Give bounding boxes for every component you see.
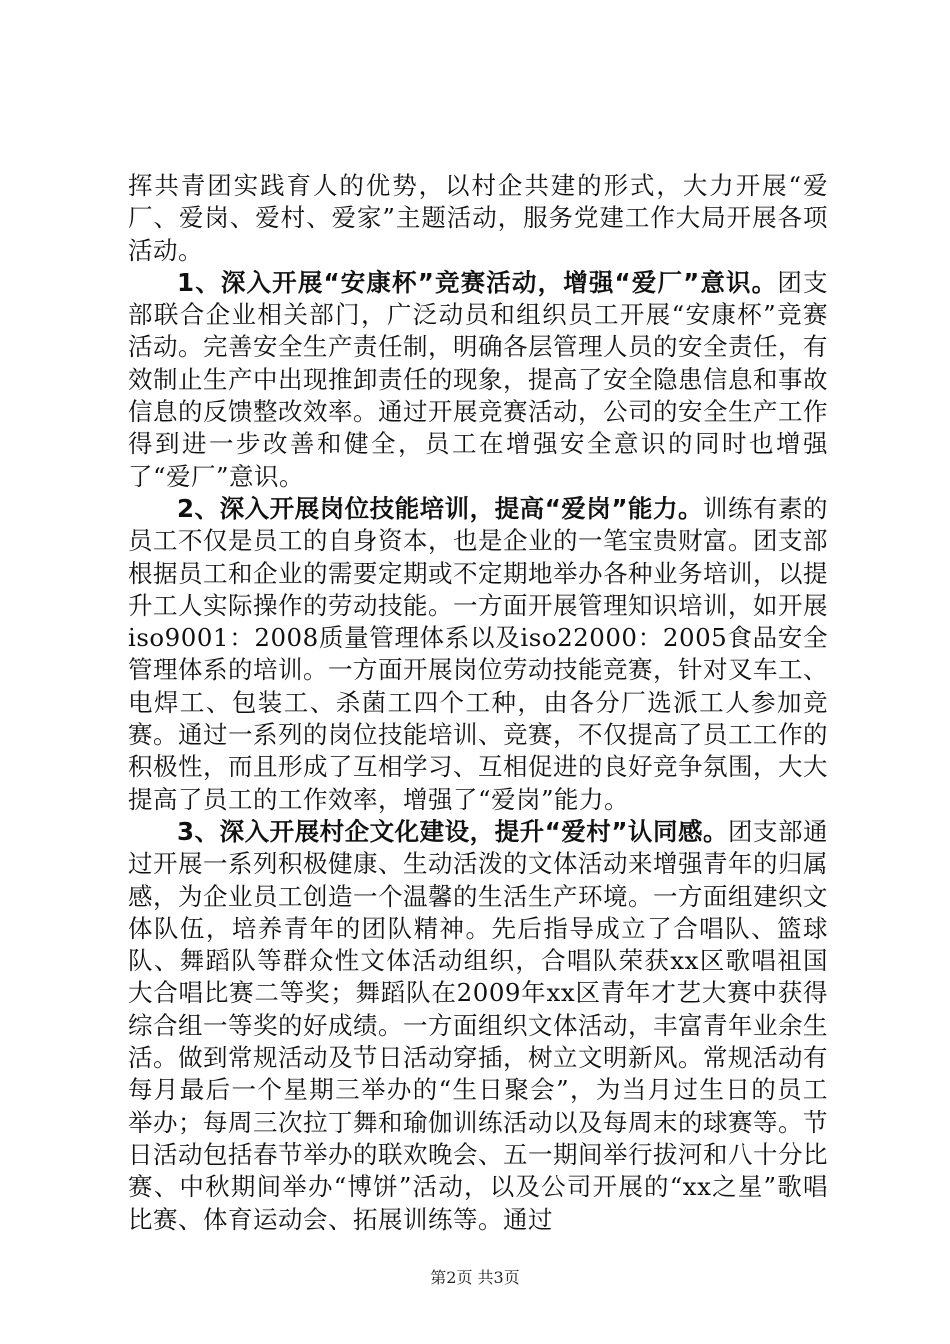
paragraph-heading: 1、深入开展“安康杯”竞赛活动，增强“爱厂”意识。 xyxy=(177,267,778,297)
page-number-label: 第2页 共3页 xyxy=(430,1268,520,1287)
paragraph-text: 训练有素的员工不仅是员工的自身资本，也是企业的一笔宝贵财富。团支部根据员工和企业的需要定期或不定期地举办各种业务培训，以提升工人实际操作的劳动技能。一方面开展管理知识培训，如开展iso9001：2008质量管理体系以及iso22000：2005食品安全管理体系的培训。一方面开展岗位劳动技能竞赛，针对叉车工、电焊工、包装工、杀菌工四个工种，由各分厂选派工人参加竞赛。通过一系列的岗位技能培训、竞赛，不仅提高了员工工作的积极性，而且形成了互相学习、互相促进的良好竞争氛围，大大提高了员工的工作效率，增强了“爱岗”能力。 xyxy=(128,493,829,814)
paragraph-intro xyxy=(128,170,828,267)
document-body xyxy=(128,170,828,1236)
paragraph-text: 团支部联合企业相关部门，广泛动员和组织员工开展“安康杯”竞赛活动。完善安全生产责任制，明确各层管理人员的安全责任，有效制止生产中出现推卸责任的现象，提高了安全隐患信息和事故信息的反馈整改效率。通过开展竞赛活动，公司的安全生产工作得到进一步改善和健全，员工在增强安全意识的同时也增强了“爱厂”意识。 xyxy=(128,267,828,491)
paragraph-heading: 2、深入开展岗位技能培训，提高“爱岗”能力。 xyxy=(177,493,703,523)
paragraph-culture-building xyxy=(128,816,828,1236)
paragraph-skills-training xyxy=(128,493,828,816)
page-footer xyxy=(0,1268,950,1288)
paragraph-text: 团支部通过开展一系列积极健康、生动活泼的文体活动来增强青年的归属感，为企业员工创造一个温馨的生活生产环境。一方面组建织文体队伍，培养青年的团队精神。先后指导成立了合唱队、篮球队、舞蹈队等群众性文体活动组织，合唱队荣获xx区歌唱祖国大合唱比赛二等奖；舞蹈队在2009年xx区青年才艺大赛中获得综合组一等奖的好成绩。一方面组织文体活动，丰富青年业余生活。做到常规活动及节日活动穿插，树立文明新风。常规活动有每月最后一个星期三举办的“生日聚会”，为当月过生日的员工举办；每周三次拉丁舞和瑜伽训练活动以及每周末的球赛等。节日活动包括春节举办的联欢晚会、五一期间举行拔河和八十分比赛、中秋期间举办“博饼”活动，以及公司开展的“xx之星”歌唱比赛、体育运动会、拓展训练等。通过 xyxy=(128,816,829,1234)
paragraph-text: 挥共青团实践育人的优势，以村企共建的形式，大力开展“爱厂、爱岗、爱村、爱家”主题活动，服务党建工作大局开展各项活动。 xyxy=(128,171,828,265)
paragraph-heading: 3、深入开展村企文化建设，提升“爱村”认同感。 xyxy=(177,816,728,846)
paragraph-safety-contest xyxy=(128,267,828,493)
